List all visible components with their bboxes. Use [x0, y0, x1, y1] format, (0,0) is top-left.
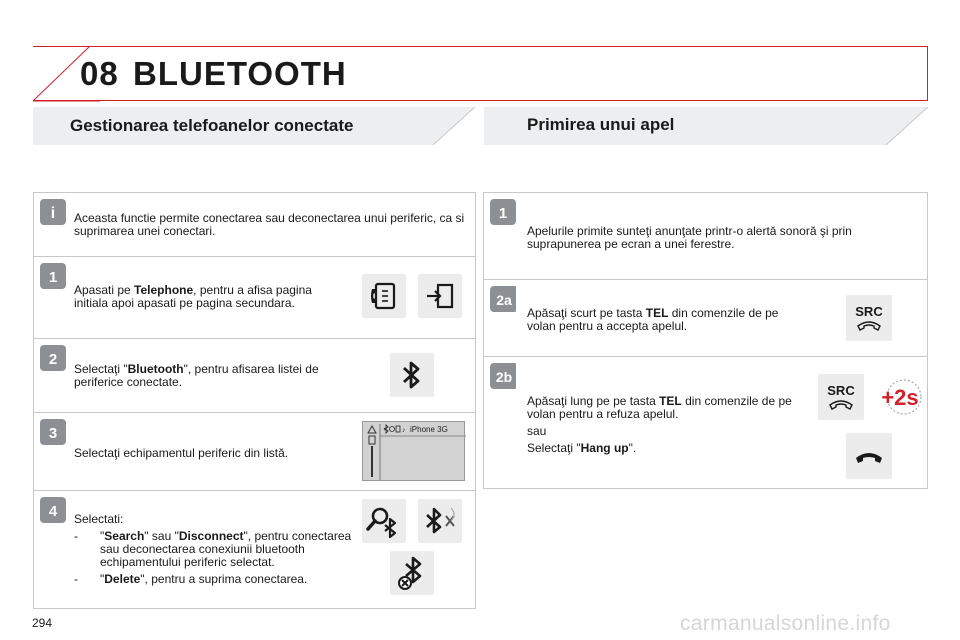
step-info — [34, 193, 475, 257]
watermark: carmanualsonline.info — [680, 612, 891, 635]
svg-text:1: 1 — [498, 205, 508, 222]
step-4-item-delete: - "Delete", pentru a suprima conectarea. — [74, 572, 308, 586]
section-right-title: Primirea unui apel — [527, 115, 675, 134]
section-left-title: Gestionarea telefoanelor conectate — [70, 116, 354, 135]
section-right-header — [484, 107, 928, 145]
step-2-text: Selectaţi "Bluetooth", pentru afisarea listei de periferice conectate. — [74, 362, 319, 389]
svg-text:3: 3 — [48, 425, 58, 442]
hang-up-label: Hang up — [580, 441, 629, 455]
step-r2b-text: Apăsaţi lung pe pe tasta TEL din comenzile de pe volan pentru a refuza apelul. sau Selectaţi "Hang up". — [527, 394, 792, 455]
svg-text:SRC: SRC — [855, 304, 883, 319]
left-steps-panel — [33, 192, 476, 609]
step-4-intro: Selectati: — [74, 512, 124, 526]
info-text: Aceasta functie permite conectarea sau deconectarea unui periferic, ca si suprimarea unei conectari. — [74, 211, 465, 238]
svg-text:2a: 2a — [496, 292, 512, 308]
step-4-text — [74, 513, 354, 586]
step-1 — [34, 257, 475, 339]
hang-up-icon[interactable] — [846, 433, 892, 479]
svg-text:2b: 2b — [495, 369, 513, 385]
svg-text:i: i — [50, 205, 56, 222]
next-page-icon[interactable] — [418, 274, 462, 318]
step-1-text: Apasati pe Telephone, pentru a afisa pagina initiala apoi apasati pe pagina secundara. — [74, 283, 312, 310]
svg-text:1: 1 — [48, 269, 58, 286]
step-r2a — [484, 280, 927, 357]
step-r2a-badge — [490, 286, 516, 312]
step-r2b — [484, 357, 927, 488]
step-r2a-text: Apăsaţi scurt pe tasta TEL din comenzile de pe volan pentru a accepta apelul. — [527, 306, 779, 333]
tel-key-label: TEL — [645, 306, 669, 320]
svg-text:♪: ♪ — [402, 427, 406, 434]
step-r2b-badge — [490, 363, 516, 389]
step-r1 — [484, 193, 927, 280]
chapter-title: BLUETOOTH — [133, 55, 347, 92]
right-steps-panel — [483, 192, 928, 489]
step-4-badge — [40, 497, 66, 523]
step-3-badge — [40, 419, 66, 445]
step-1-badge — [40, 263, 66, 289]
step-4 — [34, 491, 475, 608]
svg-text:SRC: SRC — [827, 383, 855, 398]
svg-text:+2s: +2s — [881, 385, 919, 410]
step-4-item-search: - "Search" sau "Disconnect", pentru conectarea sau deconectarea conexiunii bluetooth echipamentului periferic selectat. — [74, 529, 352, 569]
svg-text:4: 4 — [48, 503, 58, 520]
step-2 — [34, 339, 475, 413]
bluetooth-delete-icon[interactable] — [390, 551, 434, 595]
bluetooth-search-icon[interactable] — [362, 499, 406, 543]
device-list-screen[interactable] — [362, 421, 465, 481]
step-2-badge — [40, 345, 66, 371]
info-badge — [40, 199, 66, 225]
src-tel-key-long-icon[interactable] — [818, 374, 864, 420]
bluetooth-label: Bluetooth — [127, 362, 184, 376]
bluetooth-disconnect-icon[interactable] — [418, 499, 462, 543]
device-list-item[interactable]: iPhone 3G — [410, 425, 448, 434]
hold-2s-timer-icon — [868, 375, 928, 419]
bluetooth-icon[interactable] — [390, 353, 434, 397]
telephone-label: Telephone — [134, 283, 194, 297]
chapter-number: 08 — [80, 55, 119, 92]
svg-text:2: 2 — [48, 351, 58, 368]
src-tel-key-icon[interactable] — [846, 295, 892, 341]
page-number: 294 — [32, 616, 53, 630]
step-3-text: Selectaţi echipamentul periferic din listă. — [74, 446, 289, 460]
step-3 — [34, 413, 475, 491]
section-left-header — [33, 107, 475, 145]
step-r1-text: Apelurile primite sunteţi anunţate printr-o alertă sonoră şi prin suprapunerea pe ecran a unei ferestre. — [527, 224, 852, 251]
step-r1-badge — [490, 199, 516, 225]
phone-screen-icon[interactable] — [362, 274, 406, 318]
